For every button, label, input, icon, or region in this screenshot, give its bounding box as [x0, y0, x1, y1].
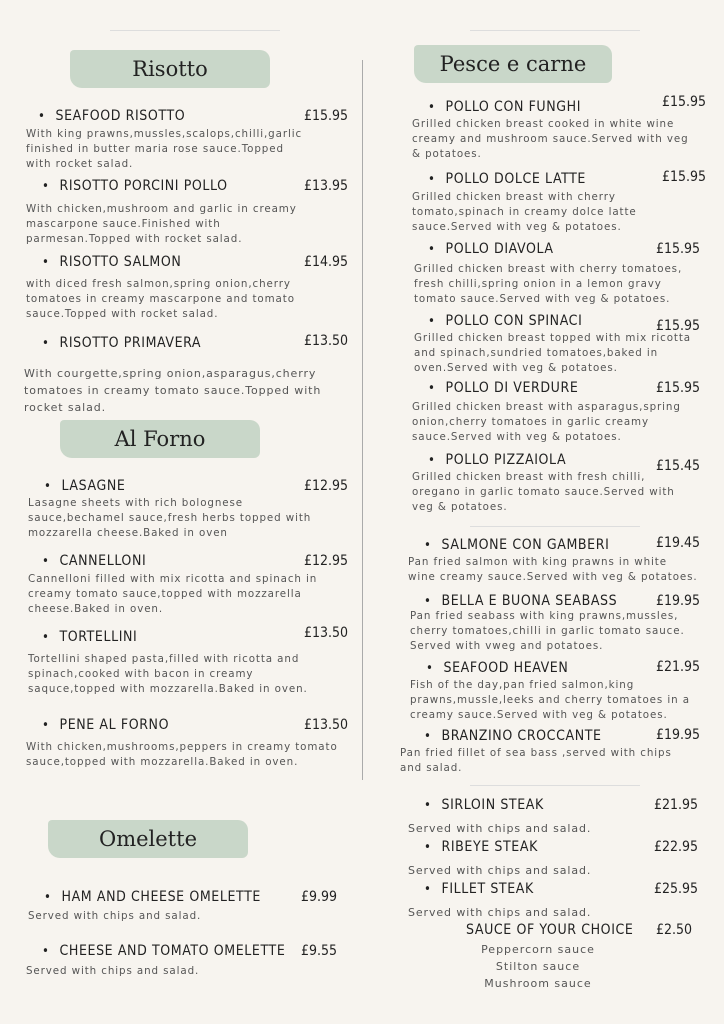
menu-item-price: £19.45 — [656, 535, 701, 551]
menu-item-name: • RISOTTO SALMON — [42, 254, 181, 270]
menu-item-description: Cannelloni filled with mix ricotta and spinach in creamy tomato sauce,topped with mozzarella cheese.Baked in oven. — [28, 573, 318, 615]
menu-item-description: Grilled chicken breast with fresh chilli, oregano in garlic tomato sauce.Served with veg & potatoes. — [412, 471, 675, 513]
sauce-option: Stilton sauce — [495, 960, 581, 973]
menu-item-description: With king prawns,mussles,scalops,chilli,garlic finished in butter maria rose sauce.Topped with rocket salad. — [26, 128, 303, 170]
section-divider — [470, 785, 640, 786]
menu-item-description: Pan fried seabass with king prawns,mussles, cherry tomatoes,chilli in garlic tomato sauce. Served with vweg and potatoes. — [410, 610, 685, 652]
menu-item-description: Served with chips and salad. — [26, 965, 200, 977]
menu-item-price: £15.95 — [304, 108, 349, 124]
menu-item-price: £25.95 — [654, 881, 699, 897]
menu-item-name: • SEAFOOD HEAVEN — [426, 660, 568, 676]
menu-item-name: • HAM AND CHEESE OMELETTE — [44, 889, 261, 905]
menu-item-name: • POLLO DOLCE LATTE — [428, 171, 586, 187]
menu-item-description: Grilled chicken breast with cherry tomato,spinach in creamy dolce latte sauce.Served with veg & potatoes. — [412, 191, 637, 233]
menu-item-price: £19.95 — [656, 593, 701, 609]
menu-item-name: • BRANZINO CROCCANTE — [424, 728, 602, 744]
sauce-option: Mushroom sauce — [484, 977, 592, 990]
section-header-omelette: Omelette — [48, 820, 248, 858]
menu-item-name: • SALMONE CON GAMBERI — [424, 537, 609, 553]
menu-item-price: £13.50 — [304, 333, 349, 349]
menu-item-price: £12.95 — [304, 553, 349, 569]
menu-item-name: • TORTELLINI — [42, 629, 137, 645]
menu-item-price: £13.50 — [304, 625, 349, 641]
sauce-price: £2.50 — [656, 922, 693, 938]
menu-item-name: • PENE AL FORNO — [42, 717, 169, 733]
section-divider — [470, 526, 640, 527]
sauce-title: SAUCE OF YOUR CHOICE — [466, 922, 634, 938]
menu-item-description: Grilled chicken breast topped with mix ricotta and spinach,sundried tomatoes,baked in oven.Served with veg & potatoes. — [414, 332, 692, 374]
menu-item-price: £22.95 — [654, 839, 699, 855]
menu-item-price: £15.95 — [662, 94, 707, 110]
menu-item-description: With chicken,mushrooms,peppers in creamy tomato sauce,topped with mozzarella.Baked in oven. — [26, 741, 338, 768]
menu-item-price: £15.45 — [656, 458, 701, 474]
menu-item-name: • RISOTTO PRIMAVERA — [42, 335, 201, 351]
menu-item-description: Lasagne sheets with rich bolognese sauce,bechamel sauce,fresh herbs topped with mozzarella cheese.Baked in oven — [28, 497, 312, 539]
menu-item-description: Grilled chicken breast with cherry tomatoes, fresh chilli,spring onion in a lemon gravy tomato sauce.Served with veg & potatoes. — [414, 263, 683, 305]
section-header-pesce-e-carne: Pesce e carne — [414, 45, 612, 83]
column-divider — [362, 60, 363, 780]
menu-item-description: Grilled chicken breast with asparagus,spring onion,cherry tomatoes in garlic creamy sauce.Served with veg & potatoes. — [412, 401, 681, 443]
menu-item-name: • SIRLOIN STEAK — [424, 797, 544, 813]
menu-item-price: £19.95 — [656, 727, 701, 743]
menu-item-description: Tortellini shaped pasta,filled with ricotta and spinach,cooked with bacon in creamy saquce,topped with mozzarella.Baked in oven. — [28, 653, 308, 695]
menu-item-description: Pan fried fillet of sea bass ,served with chips and salad. — [400, 747, 672, 774]
menu-item-name: • CANNELLONI — [42, 553, 146, 569]
top-divider-left — [110, 30, 280, 31]
section-header-risotto: Risotto — [70, 50, 270, 88]
menu-item-name: • BELLA E BUONA SEABASS — [424, 593, 617, 609]
menu-item-price: £15.95 — [656, 318, 701, 334]
menu-item-name: • POLLO CON FUNGHI — [428, 99, 581, 115]
menu-item-name: • POLLO PIZZAIOLA — [428, 452, 566, 468]
menu-item-name: • FILLET STEAK — [424, 881, 534, 897]
sauce-option: Peppercorn sauce — [481, 943, 595, 956]
menu-item-name: • LASAGNE — [44, 478, 125, 494]
menu-item-price: £12.95 — [304, 478, 349, 494]
menu-item-description: Served with chips and salad. — [408, 822, 592, 835]
menu-item-description: Served with chips and salad. — [408, 864, 592, 877]
menu-item-description: Fish of the day,pan fried salmon,king prawns,mussle,leeks and cherry tomatoes in a creamy sauce.Served with veg & potatoes. — [410, 679, 690, 721]
menu-item-description: Pan fried salmon with king prawns in white wine creamy sauce.Served with veg & potatoes. — [408, 556, 698, 583]
menu-item-name: • POLLO DIAVOLA — [428, 241, 554, 257]
menu-item-price: £15.95 — [656, 380, 701, 396]
top-divider-right — [470, 30, 640, 31]
menu-item-price: £14.95 — [304, 254, 349, 270]
section-header-al-forno: Al Forno — [60, 420, 260, 458]
menu-item-price: £9.99 — [301, 889, 338, 905]
menu-item-description: with diced fresh salmon,spring onion,cherry tomatoes in creamy mascarpone and tomato sauce.Topped with rocket salad. — [26, 278, 295, 320]
menu-item-price: £13.50 — [304, 717, 349, 733]
menu-item-price: £9.55 — [301, 943, 338, 959]
menu-item-description: With chicken,mushroom and garlic in creamy mascarpone sauce.Finished with parmesan.Topped with rocket salad. — [26, 203, 297, 245]
menu-item-name: • RISOTTO PORCINI POLLO — [42, 178, 228, 194]
menu-item-description: With courgette,spring onion,asparagus,cherry tomatoes in creamy tomato sauce.Topped with rocket salad. — [24, 367, 322, 414]
menu-item-description: Served with chips and salad. — [408, 906, 592, 919]
menu-item-name: • CHEESE AND TOMATO OMELETTE — [42, 943, 285, 959]
menu-item-price: £21.95 — [654, 797, 699, 813]
menu-item-price: £15.95 — [662, 169, 707, 185]
menu-item-price: £15.95 — [656, 241, 701, 257]
menu-item-name: • SEAFOOD RISOTTO — [38, 108, 185, 124]
menu-item-name: • POLLO DI VERDURE — [428, 380, 578, 396]
menu-item-price: £21.95 — [656, 659, 701, 675]
menu-item-name: • RIBEYE STEAK — [424, 839, 538, 855]
menu-item-description: Served with chips and salad. — [28, 910, 202, 922]
menu-item-name: • POLLO CON SPINACI — [428, 313, 582, 329]
menu-item-price: £13.95 — [304, 178, 349, 194]
menu-item-description: Grilled chicken breast cooked in white wine creamy and mushroom sauce.Served with veg & potatoes. — [412, 118, 689, 160]
